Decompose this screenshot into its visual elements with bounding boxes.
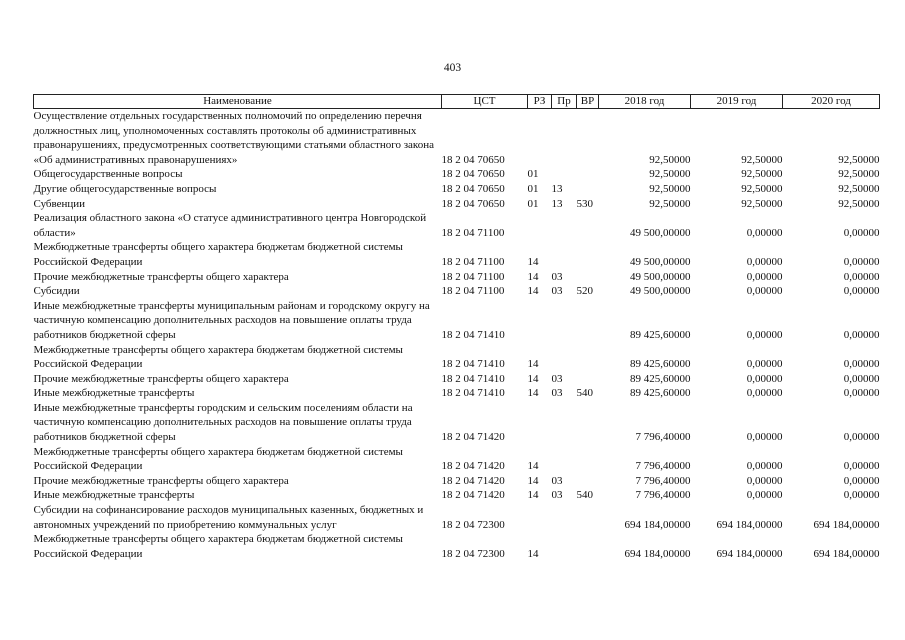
cell-2020: 0,00000	[843, 358, 880, 371]
cell-2019: 694 184,00000	[716, 518, 783, 531]
cell-name: Прочие межбюджетные трансферты общего характера	[33, 270, 289, 283]
cell-2019: 0,00000	[746, 474, 783, 487]
cell-rz: 14	[527, 474, 539, 487]
cell-rz: 14	[527, 387, 539, 400]
cell-name: Межбюджетные трансферты общего характера бюджетам бюджетной системы Российской Федерации	[33, 445, 403, 473]
table-row	[34, 386, 880, 401]
cell-rz: 14	[527, 460, 539, 473]
cell-vr	[577, 299, 599, 343]
cell-vr	[577, 532, 599, 561]
cell-name: Межбюджетные трансферты общего характера бюджетам бюджетной системы Российской Федерации	[33, 343, 403, 371]
cell-pr	[552, 445, 577, 474]
cell-2018: 7 796,40000	[635, 460, 691, 473]
cell-2019: 0,00000	[746, 255, 783, 268]
cell-pr	[552, 532, 577, 561]
cell-2020: 0,00000	[843, 328, 880, 341]
table-row	[34, 532, 880, 561]
cell-2019: 0,00000	[746, 226, 783, 239]
cell-2018: 7 796,40000	[635, 474, 691, 487]
cell-2019: 0,00000	[746, 489, 783, 502]
cell-cst: 18 2 04 71420	[441, 489, 505, 502]
cell-2020: 92,50000	[838, 153, 880, 166]
table-row	[34, 401, 880, 445]
table-row	[34, 372, 880, 387]
cell-pr: 03	[551, 270, 563, 283]
cell-vr	[577, 503, 599, 532]
cell-vr	[577, 401, 599, 445]
cell-2018: 89 425,60000	[630, 372, 691, 385]
cell-cst: 18 2 04 71100	[441, 226, 505, 239]
header-pr: Пр	[552, 95, 577, 109]
cell-vr	[577, 240, 599, 269]
cell-rz	[528, 503, 552, 532]
cell-pr	[552, 343, 577, 372]
cell-name: Иные межбюджетные трансферты городским и сельским поселениям области на частичную компенсацию дополнительных расходов на повышение оплаты труда работников бюджетной сферы	[33, 401, 413, 444]
cell-2018: 694 184,00000	[624, 547, 691, 560]
cell-vr	[577, 109, 599, 168]
cell-2018: 7 796,40000	[635, 431, 691, 444]
table-row	[34, 109, 880, 168]
cell-pr: 03	[551, 474, 563, 487]
cell-vr	[577, 343, 599, 372]
table-row	[34, 284, 880, 299]
cell-2020: 0,00000	[843, 285, 880, 298]
cell-cst: 18 2 04 71420	[441, 474, 505, 487]
cell-2018: 89 425,60000	[630, 358, 691, 371]
cell-2018: 49 500,00000	[630, 226, 691, 239]
cell-cst: 18 2 04 71410	[441, 328, 505, 341]
table-header	[34, 95, 880, 109]
cell-cst: 18 2 04 70650	[441, 168, 505, 181]
header-name: Наименование	[34, 95, 442, 109]
header-row	[34, 95, 880, 109]
cell-name: Реализация областного закона «О статусе административного центра Новгородской области»	[33, 212, 427, 239]
cell-pr	[552, 503, 577, 532]
header-rz: РЗ	[528, 95, 552, 109]
cell-2020: 92,50000	[838, 168, 880, 181]
cell-2020: 0,00000	[843, 489, 880, 502]
cell-name: Осуществление отдельных государственных полномочий по определению перечня должностных лиц, уполномоченных составлять протоколы об административных правонарушениях, предусмотренных соответствующими статьями областного закона «Об административных правонарушениях»	[33, 110, 434, 166]
header-2019: 2019 год	[691, 95, 783, 109]
cell-pr: 13	[551, 197, 563, 210]
cell-2019: 0,00000	[746, 431, 783, 444]
cell-rz: 14	[527, 255, 539, 268]
cell-cst: 18 2 04 71410	[441, 387, 505, 400]
cell-rz: 14	[527, 358, 539, 371]
cell-2020: 92,50000	[838, 197, 880, 210]
cell-2018: 49 500,00000	[630, 270, 691, 283]
cell-pr	[552, 240, 577, 269]
cell-pr: 03	[551, 387, 563, 400]
table-row	[34, 343, 880, 372]
cell-2018: 89 425,60000	[630, 387, 691, 400]
cell-2020: 0,00000	[843, 387, 880, 400]
cell-pr	[552, 299, 577, 343]
cell-2018: 7 796,40000	[635, 489, 691, 502]
cell-2019: 0,00000	[746, 328, 783, 341]
cell-name: Субсидии на софинансирование расходов муниципальных казенных, бюджетных и автономных учреждений по приобретению коммунальных услуг	[33, 504, 424, 531]
cell-2020: 0,00000	[843, 474, 880, 487]
table-row	[34, 197, 880, 212]
cell-name: Межбюджетные трансферты общего характера бюджетам бюджетной системы Российской Федерации	[33, 533, 403, 560]
cell-2018: 92,50000	[649, 168, 691, 181]
cell-vr: 520	[576, 285, 593, 298]
cell-vr	[577, 270, 599, 285]
cell-pr: 03	[551, 372, 563, 385]
cell-2020: 0,00000	[843, 226, 880, 239]
cell-vr: 530	[576, 197, 593, 210]
cell-2018: 49 500,00000	[630, 255, 691, 268]
cell-cst: 18 2 04 71100	[441, 285, 505, 298]
cell-rz: 14	[527, 285, 539, 298]
cell-vr	[577, 211, 599, 240]
cell-2020: 0,00000	[843, 270, 880, 283]
table-row	[34, 299, 880, 343]
cell-cst: 18 2 04 70650	[441, 197, 505, 210]
cell-2020: 0,00000	[843, 460, 880, 473]
table-row	[34, 240, 880, 269]
cell-2019: 0,00000	[746, 460, 783, 473]
table-row	[34, 488, 880, 503]
cell-2019: 0,00000	[746, 270, 783, 283]
cell-cst: 18 2 04 71100	[441, 255, 505, 268]
cell-vr	[577, 167, 599, 182]
cell-2019: 92,50000	[741, 153, 783, 166]
page-number: 403	[443, 62, 462, 74]
cell-rz: 14	[527, 270, 539, 283]
cell-vr	[577, 474, 599, 489]
cell-2020: 0,00000	[843, 431, 880, 444]
cell-cst: 18 2 04 70650	[441, 182, 505, 195]
cell-2019: 694 184,00000	[716, 547, 783, 560]
cell-name: Иные межбюджетные трансферты	[33, 489, 195, 502]
header-vr: ВР	[577, 95, 599, 109]
cell-2019: 92,50000	[741, 168, 783, 181]
table-row	[34, 503, 880, 532]
cell-name: Иные межбюджетные трансферты муниципальным районам и городскому округу на частичную компенсацию дополнительных расходов на повышение оплаты труда работников бюджетной сферы	[33, 299, 430, 341]
cell-cst: 18 2 04 71420	[441, 460, 505, 473]
header-2020: 2020 год	[783, 95, 880, 109]
budget-table	[33, 94, 880, 561]
cell-2019: 0,00000	[746, 387, 783, 400]
cell-vr	[577, 182, 599, 197]
table-row	[34, 211, 880, 240]
cell-rz: 14	[527, 372, 539, 385]
cell-name: Иные межбюджетные трансферты	[33, 387, 195, 400]
cell-pr	[552, 211, 577, 240]
cell-name: Общегосударственные вопросы	[33, 168, 183, 181]
cell-pr: 13	[551, 182, 563, 195]
table-body	[34, 109, 880, 562]
header-cst: ЦСТ	[442, 95, 528, 109]
cell-name: Другие общегосударственные вопросы	[33, 182, 217, 195]
cell-2020: 694 184,00000	[813, 547, 880, 560]
cell-2018: 92,50000	[649, 153, 691, 166]
cell-rz	[528, 211, 552, 240]
cell-2018: 694 184,00000	[624, 518, 691, 531]
table-row	[34, 445, 880, 474]
cell-cst: 18 2 04 72300	[441, 518, 505, 531]
cell-name: Субсидии	[33, 285, 80, 298]
cell-cst: 18 2 04 71100	[441, 270, 505, 283]
cell-vr	[577, 372, 599, 387]
cell-2019: 0,00000	[746, 372, 783, 385]
cell-name: Прочие межбюджетные трансферты общего характера	[33, 372, 289, 385]
cell-name: Субвенции	[33, 197, 86, 210]
cell-2020: 0,00000	[843, 372, 880, 385]
cell-rz	[528, 299, 552, 343]
cell-vr: 540	[576, 387, 593, 400]
cell-2018: 89 425,60000	[630, 328, 691, 341]
cell-rz	[528, 401, 552, 445]
cell-cst: 18 2 04 71410	[441, 358, 505, 371]
cell-pr	[552, 167, 577, 182]
cell-rz: 01	[527, 182, 539, 195]
cell-2019: 92,50000	[741, 182, 783, 195]
cell-2018: 49 500,00000	[630, 285, 691, 298]
table-row	[34, 474, 880, 489]
table-row	[34, 270, 880, 285]
cell-rz: 01	[527, 168, 539, 181]
header-2018: 2018 год	[599, 95, 691, 109]
cell-pr: 03	[551, 489, 563, 502]
cell-2018: 92,50000	[649, 182, 691, 195]
cell-cst: 18 2 04 72300	[441, 547, 505, 560]
cell-2019: 0,00000	[746, 285, 783, 298]
table-row	[34, 167, 880, 182]
cell-pr	[552, 401, 577, 445]
cell-rz: 01	[527, 197, 539, 210]
cell-2020: 92,50000	[838, 182, 880, 195]
cell-2018: 92,50000	[649, 197, 691, 210]
cell-vr: 540	[576, 489, 593, 502]
cell-cst: 18 2 04 71420	[441, 431, 505, 444]
cell-rz: 14	[527, 489, 539, 502]
cell-name: Прочие межбюджетные трансферты общего характера	[33, 474, 289, 487]
cell-cst: 18 2 04 71410	[441, 372, 505, 385]
cell-rz: 14	[527, 547, 539, 560]
table-row	[34, 182, 880, 197]
cell-rz	[528, 109, 552, 168]
cell-vr	[577, 445, 599, 474]
cell-cst: 18 2 04 70650	[441, 153, 505, 166]
cell-pr: 03	[551, 285, 563, 298]
cell-pr	[552, 109, 577, 168]
cell-name: Межбюджетные трансферты общего характера бюджетам бюджетной системы Российской Федерации	[33, 241, 403, 268]
cell-2020: 0,00000	[843, 255, 880, 268]
cell-2019: 0,00000	[746, 358, 783, 371]
cell-2019: 92,50000	[741, 197, 783, 210]
cell-2020: 694 184,00000	[813, 518, 880, 531]
